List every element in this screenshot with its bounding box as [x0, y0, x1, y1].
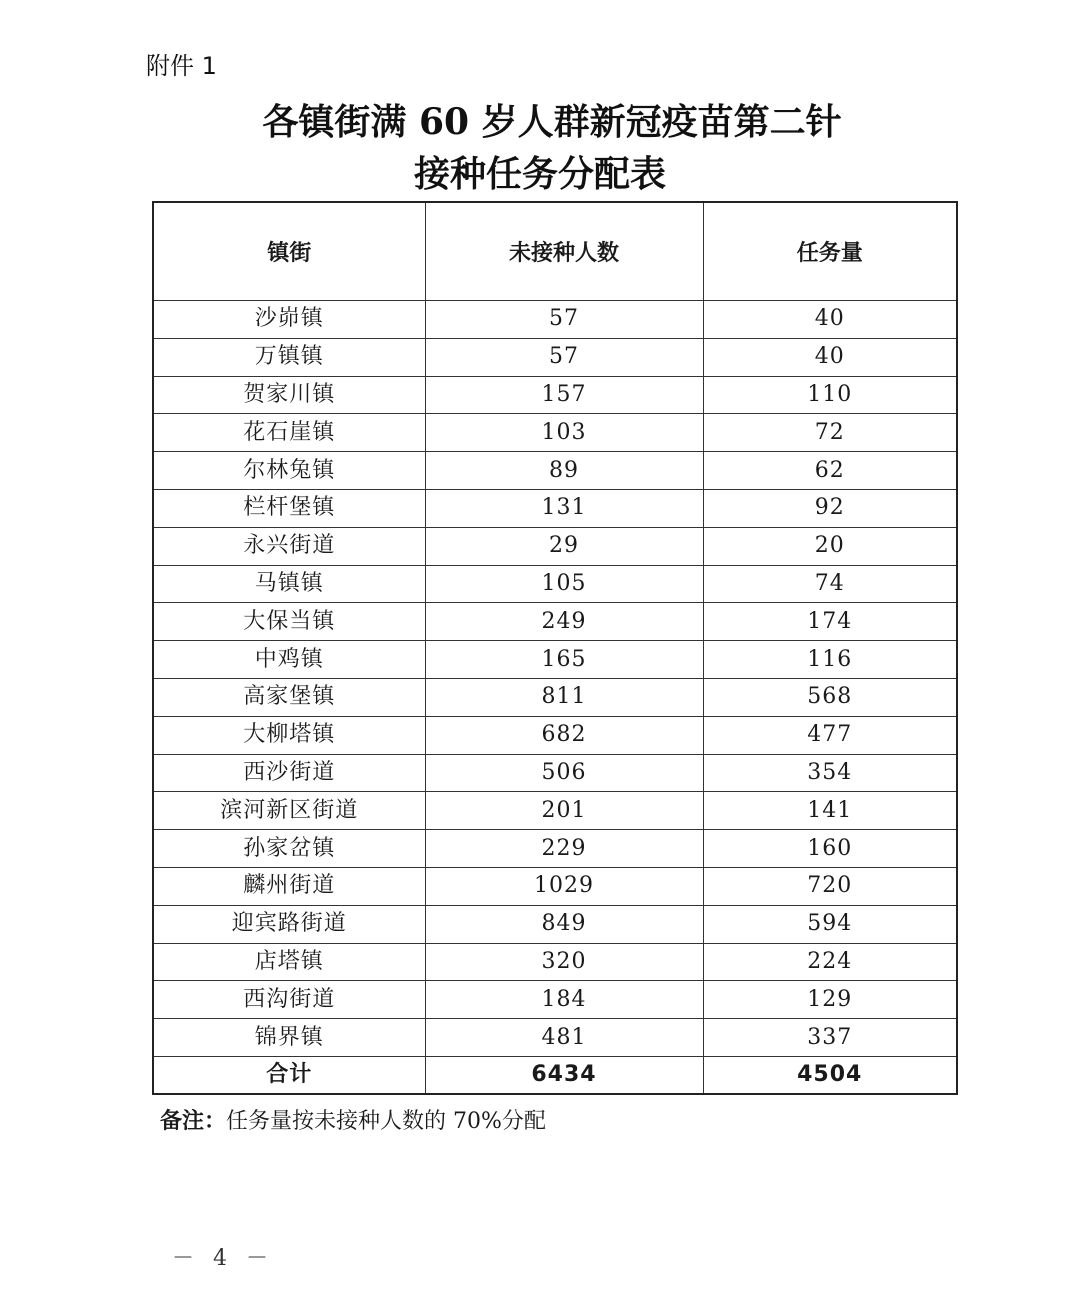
header-quota: 任务量 — [703, 202, 957, 301]
cell-unvaccinated: 103 — [425, 414, 703, 452]
cell-quota: 160 — [703, 830, 957, 868]
cell-quota: 224 — [703, 943, 957, 981]
cell-unvaccinated: 184 — [425, 981, 703, 1019]
attachment-label: 附件 1 — [146, 52, 217, 80]
cell-unvaccinated: 57 — [425, 301, 703, 339]
table-row — [153, 754, 957, 792]
cell-quota: 594 — [703, 905, 957, 943]
table-row — [153, 678, 957, 716]
cell-unvaccinated: 849 — [425, 905, 703, 943]
cell-quota: 72 — [703, 414, 957, 452]
table-row — [153, 489, 957, 527]
cell-unvaccinated: 105 — [425, 565, 703, 603]
cell-town: 店塔镇 — [153, 943, 425, 981]
cell-town: 迎宾路街道 — [153, 905, 425, 943]
cell-unvaccinated: 201 — [425, 792, 703, 830]
cell-quota: 337 — [703, 1019, 957, 1057]
cell-town: 西沙街道 — [153, 754, 425, 792]
total-quota: 4504 — [703, 1056, 957, 1094]
total-unvaccinated: 6434 — [425, 1056, 703, 1094]
cell-unvaccinated: 682 — [425, 716, 703, 754]
table-header-row — [153, 202, 957, 301]
cell-quota: 40 — [703, 301, 957, 339]
cell-town: 永兴街道 — [153, 527, 425, 565]
cell-unvaccinated: 811 — [425, 678, 703, 716]
cell-quota: 354 — [703, 754, 957, 792]
cell-unvaccinated: 165 — [425, 641, 703, 679]
table-total-row — [153, 1056, 957, 1094]
table-row — [153, 301, 957, 339]
table-row — [153, 905, 957, 943]
cell-town: 锦界镇 — [153, 1019, 425, 1057]
cell-quota: 116 — [703, 641, 957, 679]
table-row — [153, 830, 957, 868]
cell-quota: 568 — [703, 678, 957, 716]
allocation-table — [152, 201, 958, 1095]
cell-quota: 129 — [703, 981, 957, 1019]
cell-quota: 477 — [703, 716, 957, 754]
document-title-line-1: 各镇街满 60 岁人群新冠疫苗第二针 — [262, 101, 842, 143]
cell-town: 大柳塔镇 — [153, 716, 425, 754]
table-row — [153, 527, 957, 565]
cell-quota: 92 — [703, 489, 957, 527]
cell-unvaccinated: 481 — [425, 1019, 703, 1057]
cell-quota: 40 — [703, 338, 957, 376]
cell-quota: 20 — [703, 527, 957, 565]
cell-unvaccinated: 89 — [425, 452, 703, 490]
table-row — [153, 716, 957, 754]
cell-quota: 74 — [703, 565, 957, 603]
cell-unvaccinated: 57 — [425, 338, 703, 376]
cell-town: 西沟街道 — [153, 981, 425, 1019]
table-row — [153, 376, 957, 414]
cell-town: 高家堡镇 — [153, 678, 425, 716]
footnote-text: 任务量按未接种人数的 70%分配 — [226, 1109, 546, 1134]
cell-unvaccinated: 131 — [425, 489, 703, 527]
table-row — [153, 338, 957, 376]
table-row — [153, 603, 957, 641]
cell-town: 沙峁镇 — [153, 301, 425, 339]
table-body — [153, 301, 957, 1094]
cell-town: 麟州街道 — [153, 867, 425, 905]
table-row — [153, 981, 957, 1019]
cell-town: 花石崖镇 — [153, 414, 425, 452]
cell-quota: 141 — [703, 792, 957, 830]
table-row — [153, 565, 957, 603]
cell-unvaccinated: 320 — [425, 943, 703, 981]
header-town: 镇街 — [153, 202, 425, 301]
table-row — [153, 943, 957, 981]
header-unvaccinated: 未接种人数 — [425, 202, 703, 301]
table-row — [153, 1019, 957, 1057]
cell-town: 万镇镇 — [153, 338, 425, 376]
cell-unvaccinated: 157 — [425, 376, 703, 414]
cell-quota: 720 — [703, 867, 957, 905]
table-row — [153, 867, 957, 905]
table-row — [153, 792, 957, 830]
cell-unvaccinated: 249 — [425, 603, 703, 641]
footnote — [160, 1106, 546, 1138]
cell-quota: 62 — [703, 452, 957, 490]
cell-town: 尔林兔镇 — [153, 452, 425, 490]
cell-quota: 110 — [703, 376, 957, 414]
cell-unvaccinated: 29 — [425, 527, 703, 565]
cell-unvaccinated: 229 — [425, 830, 703, 868]
page-number: － 4 － — [172, 1246, 274, 1271]
cell-town: 中鸡镇 — [153, 641, 425, 679]
cell-town: 贺家川镇 — [153, 376, 425, 414]
table-row — [153, 641, 957, 679]
document-title-line-2: 接种任务分配表 — [413, 153, 666, 195]
footnote-label: 备注： — [160, 1109, 227, 1134]
cell-town: 孙家岔镇 — [153, 830, 425, 868]
cell-town: 滨河新区街道 — [153, 792, 425, 830]
table-row — [153, 414, 957, 452]
cell-town: 马镇镇 — [153, 565, 425, 603]
total-label: 合计 — [153, 1056, 425, 1094]
cell-quota: 174 — [703, 603, 957, 641]
cell-town: 大保当镇 — [153, 603, 425, 641]
cell-town: 栏杆堡镇 — [153, 489, 425, 527]
cell-unvaccinated: 506 — [425, 754, 703, 792]
cell-unvaccinated: 1029 — [425, 867, 703, 905]
table-row — [153, 452, 957, 490]
